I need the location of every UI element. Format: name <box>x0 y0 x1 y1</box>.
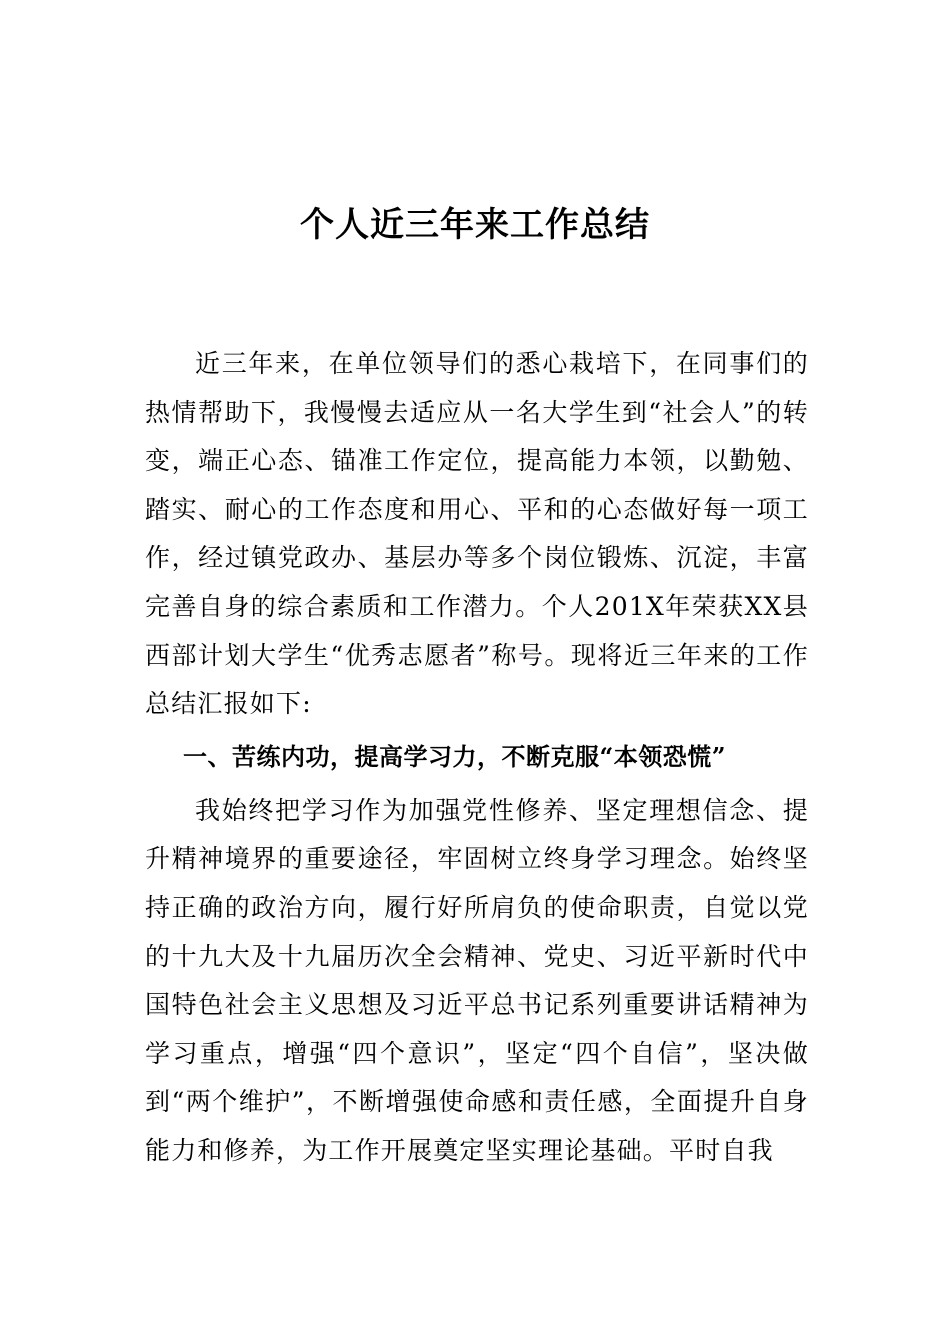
intro-paragraph: 近三年来，在单位领导们的悉心栽培下，在同事们的热情帮助下，我慢慢去适应从一名大学生到“社会人”的转变，端正心态、锚准工作定位，提高能力本领，以勤勉、踏实、耐心的工作态度和用心、平和的心态做好每一项工作，经过镇党政办、基层办等多个岗位锻炼、沉淀，丰富完善自身的综合素质和工作潜力。个人201X年荣获XX县西部计划大学生“优秀志愿者”称号。现将近三年来的工作总结汇报如下: <box>145 349 809 719</box>
section-paragraph: 我始终把学习作为加强党性修养、坚定理想信念、提升精神境界的重要途径，牢固树立终身学习理念。始终坚持正确的政治方向，履行好所肩负的使命职责，自觉以党的十九大及十九届历次全会精神、党史、习近平新时代中国特色社会主义思想及习近平总书记系列重要讲话精神为学习重点，增强“四个意识”，坚定“四个自信”，坚决做到“两个维护”，不断增强使命感和责任感，全面提升自身能力和修养，为工作开展奠定坚实理论基础。平时自我 <box>145 795 809 1165</box>
section-heading: 一、苦练内功，提高学习力，不断克服“本领恐慌” <box>183 741 727 771</box>
document-body <box>145 340 809 1176</box>
document-title: 个人近三年来工作总结 <box>300 205 650 245</box>
